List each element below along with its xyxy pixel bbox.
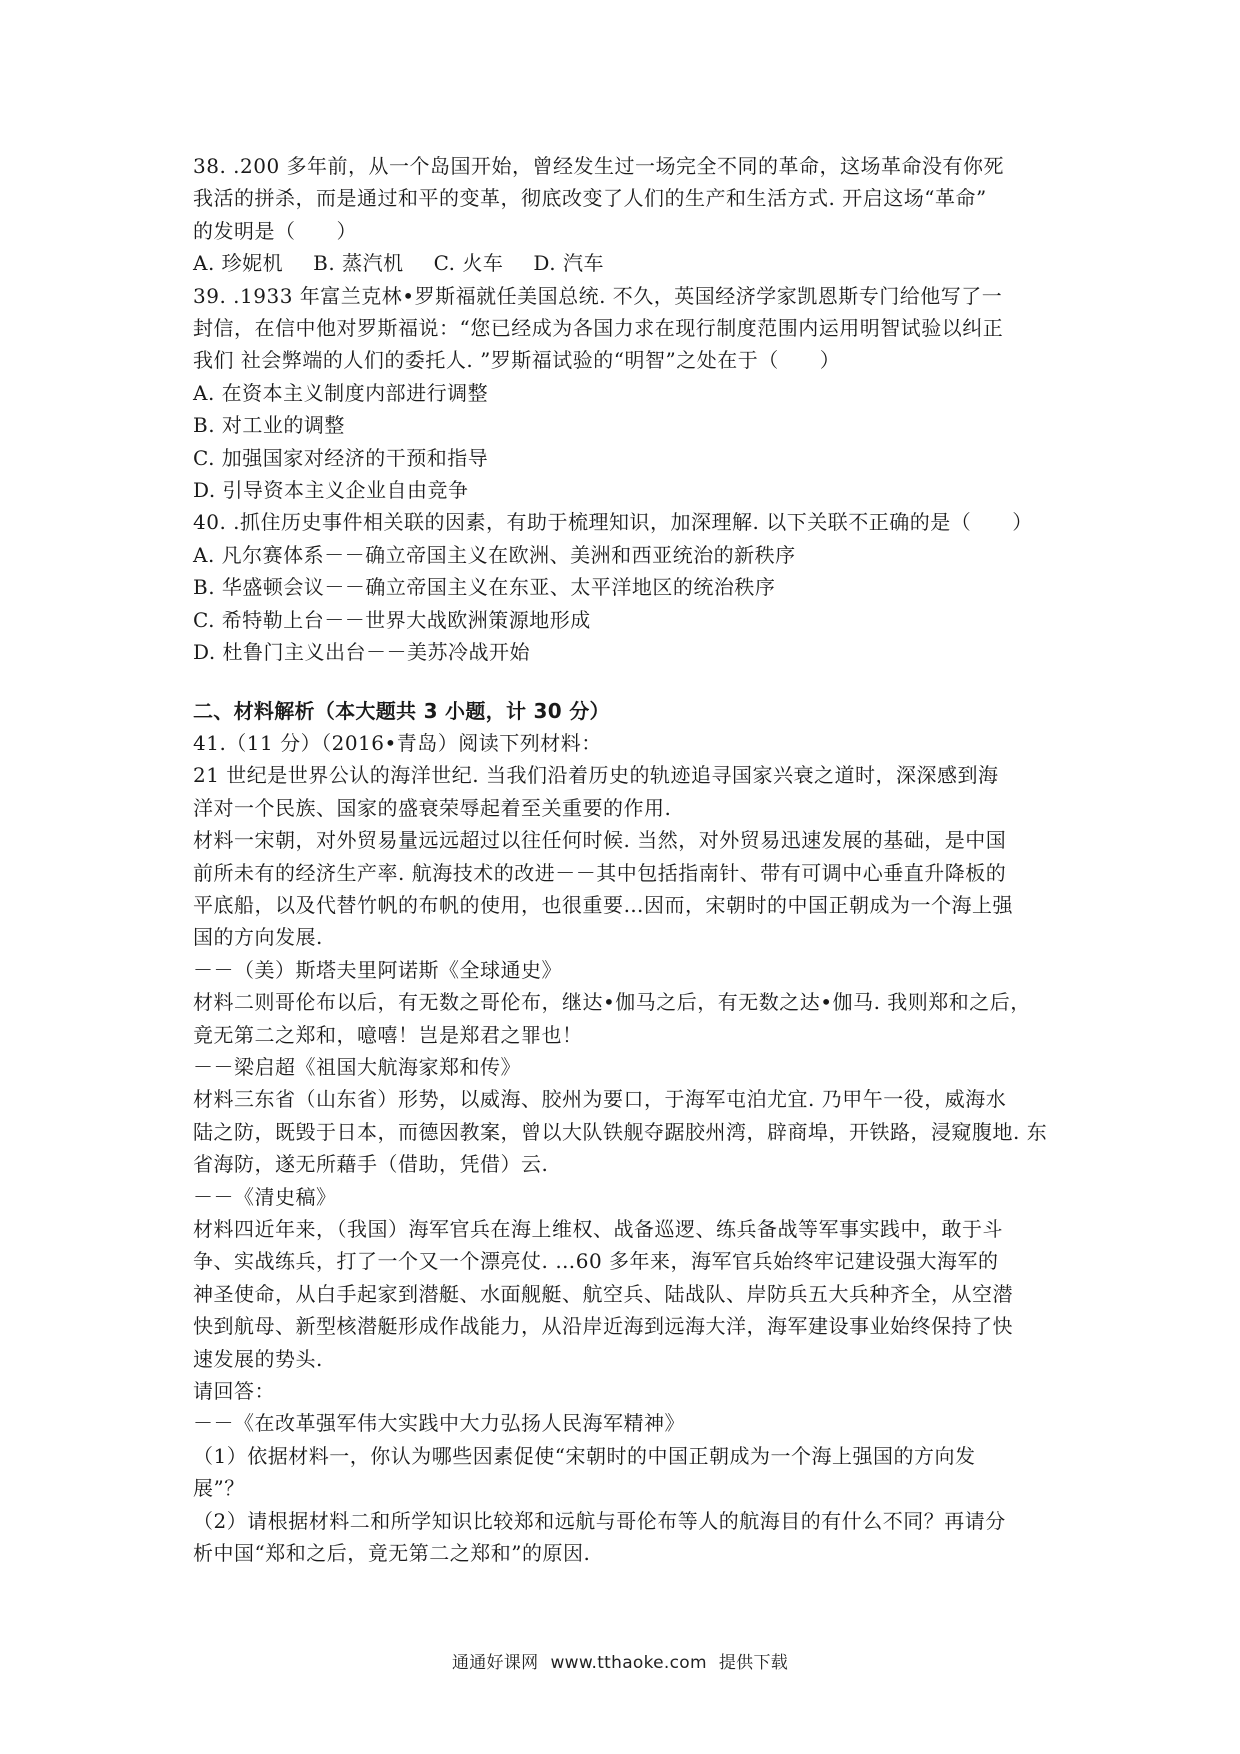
option-c: C. 火车: [433, 251, 504, 276]
option-c: C. 希特勒上台－－世界大战欧洲策源地形成: [193, 607, 591, 632]
q41-prompt: 请回答：: [193, 1379, 275, 1404]
q41-line: 41.（11 分）（2016•青岛）阅读下列材料：: [193, 730, 602, 755]
q41-line: 21 世纪是世界公认的海洋世纪. 当我们沿着历史的轨迹追寻国家兴衰之道时，深深感到海: [193, 763, 999, 788]
q41-line: 材料四近年来，（我国）海军官兵在海上维权、战备巡逻、练兵备战等军事实践中，敢于斗: [193, 1217, 1003, 1241]
q41-line: 材料三东省（山东省）形势，以威海、胶州为要口，于海军屯泊尤宜. 乃甲午一役，威海水: [193, 1087, 1007, 1112]
question-38-line-2: 我活的拼杀，而是通过和平的变革，彻底改变了人们的生产和生活方式. 开启这场“革命”: [193, 186, 987, 211]
option-b: B. 对工业的调整: [193, 413, 345, 438]
q41-source: －－梁启超《祖国大航海家郑和传》: [193, 1054, 521, 1079]
option-a: A. 凡尔赛体系－－确立帝国主义在欧洲、美洲和西亚统治的新秩序: [193, 542, 796, 567]
q41-line: 快到航母、新型核潜艇形成作战能力，从沿岸近海到远海大洋，海军建设事业始终保持了快: [193, 1314, 1013, 1339]
question-39-line-2: 封信，在信中他对罗斯福说：“您已经成为各国力求在现行制度范围内运用明智试验以纠正: [193, 316, 1004, 341]
footer-site-name: 通通好课网: [451, 1653, 539, 1673]
q41-line: 材料二则哥伦布以后，有无数之哥伦布，继达•伽马之后，有无数之达•伽马. 我则郑和之后，: [193, 990, 1031, 1015]
q41-line: 省海防，遂无所藉手（借助，凭借）云.: [193, 1152, 549, 1177]
q41-source: －－《在改革强军伟大实践中大力弘扬人民海军精神》: [193, 1411, 685, 1436]
q41-line: 国的方向发展.: [193, 925, 323, 950]
option-b: B. 蒸汽机: [313, 251, 404, 276]
page-footer: [0, 1648, 1240, 1673]
question-40: [193, 506, 1063, 668]
q41-line: 竟无第二之郑和，噫嘻！岂是郑君之罪也！: [193, 1022, 583, 1047]
footer-url: www.tthaoke.com: [550, 1653, 707, 1673]
q41-line: 争、实战练兵，打了一个又一个漂亮仗. …60 多年来，海军官兵始终牢记建设强大海军的: [193, 1249, 999, 1274]
question-39-line-3: 我们 社会弊端的人们的委托人. ”罗斯福试验的“明智”之处在于（ ）: [193, 348, 841, 373]
q41-subquestion-1: （1）依据材料一，你认为哪些因素促使“宋朝时的中国正朝成为一个海上强国的方向发: [193, 1443, 976, 1468]
option-d: D. 杜鲁门主义出台－－美苏冷战开始: [193, 640, 531, 665]
option-a: A. 珍妮机: [193, 251, 284, 276]
question-38-line-1: 38. .200 多年前，从一个岛国开始，曾经发生过一场完全不同的革命，这场革命没有你死: [193, 154, 1005, 178]
page-content: [193, 150, 1063, 1569]
q41-line: 陆之防，既毁于日本，而德因教案，曾以大队铁舰夺踞胶州湾，辟商埠，开铁路，浸窥腹地. 东: [193, 1119, 1048, 1144]
footer-suffix: 提供下载: [718, 1653, 789, 1673]
q41-line: 速发展的势头.: [193, 1346, 323, 1371]
option-a: A. 在资本主义制度内部进行调整: [193, 380, 489, 405]
option-d: D. 引导资本主义企业自由竞争: [193, 478, 469, 503]
q41-line: 材料一宋朝，对外贸易量远远超过以往任何时候. 当然，对外贸易迅速发展的基础，是中国: [193, 828, 1007, 853]
section-2-title: 二、材料解析（本大题共 3 小题，计 30 分）: [193, 698, 610, 723]
question-38-line-3: 的发明是（ ）: [193, 218, 357, 243]
q41-line: 洋对一个民族、国家的盛衰荣辱起着至关重要的作用.: [193, 795, 672, 820]
q41-subquestion-2-cont: 析中国“郑和之后，竟无第二之郑和”的原因.: [193, 1541, 591, 1566]
q41-line: 前所未有的经济生产率. 航海技术的改进－－其中包括指南针、带有可调中心垂直升降板的: [193, 860, 1007, 885]
question-40-line-1: 40. .抓住历史事件相关联的因素，有助于梳理知识，加深理解. 以下关联不正确的是（ ）: [193, 510, 1033, 535]
option-c: C. 加强国家对经济的干预和指导: [193, 445, 489, 470]
q41-subquestion-2: （2）请根据材料二和所学知识比较郑和远航与哥伦布等人的航海目的有什么不同？再请分: [193, 1508, 1006, 1533]
q41-line: 平底船，以及代替竹帆的布帆的使用，也很重要…因而，宋朝时的中国正朝成为一个海上强: [193, 892, 1013, 917]
question-39-line-1: 39. .1933 年富兰克林•罗斯福就任美国总统. 不久，英国经济学家凯恩斯专门给他写了一: [193, 283, 1003, 308]
q41-source: －－《清史稿》: [193, 1184, 337, 1209]
question-38-options: [193, 247, 1063, 279]
q41-source: －－（美）斯塔夫里阿诺斯《全球通史》: [193, 957, 562, 982]
section-gap: [193, 669, 1063, 695]
question-41: [193, 727, 1063, 1570]
question-38: [193, 150, 1063, 280]
option-d: D. 汽车: [533, 251, 604, 276]
q41-line: 神圣使命，从白手起家到潜艇、水面舰艇、航空兵、陆战队、岸防兵五大兵种齐全，从空潜: [193, 1281, 1013, 1306]
q41-subquestion-1-cont: 展”？: [193, 1476, 245, 1501]
question-39: [193, 280, 1063, 507]
option-b: B. 华盛顿会议－－确立帝国主义在东亚、太平洋地区的统治秩序: [193, 575, 776, 600]
